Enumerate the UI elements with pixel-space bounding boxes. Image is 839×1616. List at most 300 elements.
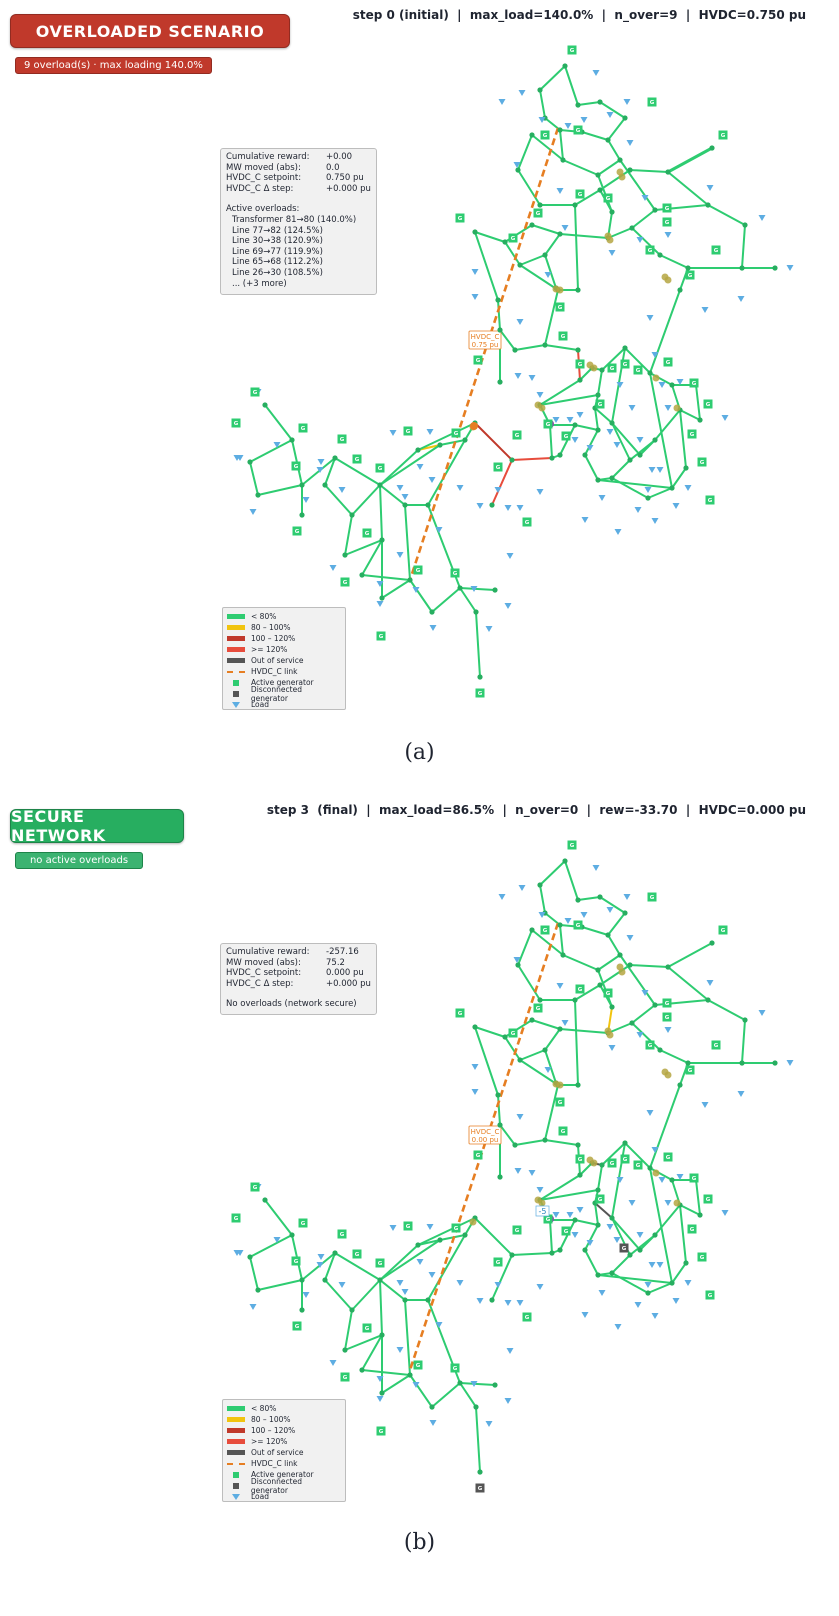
line-segment bbox=[410, 580, 432, 612]
generator-label: G bbox=[477, 691, 483, 698]
line-segment bbox=[512, 458, 552, 460]
generator-icon bbox=[299, 1219, 308, 1228]
generator-icon bbox=[452, 429, 461, 438]
bus-node bbox=[739, 265, 744, 270]
load-icon bbox=[495, 1282, 502, 1288]
bus-node bbox=[473, 1404, 478, 1409]
bus-node bbox=[515, 167, 520, 172]
generator-icon bbox=[377, 632, 386, 641]
generator-icon bbox=[494, 1258, 503, 1267]
generator-icon bbox=[712, 246, 721, 255]
load-icon bbox=[722, 415, 729, 421]
line-segment bbox=[515, 1140, 545, 1145]
generator-label: G bbox=[453, 431, 459, 438]
legend-item: HVDC_C link bbox=[227, 1458, 341, 1469]
line-segment bbox=[475, 232, 498, 300]
line-segment bbox=[362, 575, 410, 580]
bus-node bbox=[709, 940, 714, 945]
generator-icon bbox=[574, 921, 583, 930]
load-icon bbox=[430, 1420, 437, 1426]
load-icon bbox=[652, 518, 659, 524]
load-icon bbox=[609, 250, 616, 256]
generator-label: G bbox=[405, 429, 411, 436]
generator-icon bbox=[414, 1361, 423, 1370]
load-icon bbox=[557, 983, 564, 989]
bus-node bbox=[582, 452, 587, 457]
bus-node bbox=[497, 379, 502, 384]
legend bbox=[222, 607, 346, 710]
generator-label: G bbox=[475, 1153, 481, 1160]
load-icon bbox=[702, 307, 709, 313]
generator-icon bbox=[663, 218, 672, 227]
switching-node bbox=[470, 1219, 477, 1226]
line-segment bbox=[382, 580, 410, 598]
bus-node bbox=[557, 922, 562, 927]
bus-node bbox=[402, 502, 407, 507]
bus-node bbox=[575, 102, 580, 107]
generator-icon bbox=[719, 926, 728, 935]
bus-node bbox=[562, 858, 567, 863]
panel-secure bbox=[0, 795, 839, 1590]
bus-node bbox=[359, 1367, 364, 1372]
load-icon bbox=[673, 503, 680, 509]
bus-node bbox=[537, 202, 542, 207]
generator-label: G bbox=[647, 1043, 653, 1050]
generator-icon bbox=[299, 424, 308, 433]
step-status: step 3 (final) | max_load=86.5% | n_over=0 | rew=-33.70 | HVDC=0.000 pu bbox=[266, 803, 806, 817]
bus-node bbox=[377, 482, 382, 487]
generator-label: G bbox=[510, 236, 516, 243]
load-icon bbox=[515, 1168, 522, 1174]
switching-node bbox=[557, 1082, 564, 1089]
hvdc-label bbox=[469, 1126, 501, 1144]
legend-item: 100 – 120% bbox=[227, 1425, 341, 1436]
bus-node bbox=[509, 457, 514, 462]
load-icon bbox=[505, 603, 512, 609]
line-segment bbox=[585, 1250, 598, 1275]
load-icon bbox=[599, 495, 606, 501]
generator-icon bbox=[544, 420, 553, 429]
generator-label: G bbox=[457, 216, 463, 223]
line-segment bbox=[598, 480, 672, 488]
generator-icon bbox=[698, 1253, 707, 1262]
bus-node bbox=[497, 1174, 502, 1179]
bus-node bbox=[637, 1247, 642, 1252]
bus-node bbox=[332, 455, 337, 460]
bus-node bbox=[542, 252, 547, 257]
generator-label: G bbox=[557, 1100, 563, 1107]
load-icon bbox=[427, 429, 434, 435]
line-segment bbox=[362, 1370, 410, 1375]
bus-node bbox=[542, 342, 547, 347]
load-icon bbox=[505, 1300, 512, 1306]
generator-label: G bbox=[339, 437, 345, 444]
line-segment bbox=[575, 425, 598, 430]
line-segment bbox=[250, 440, 292, 462]
generator-icon bbox=[688, 430, 697, 439]
line-segment bbox=[265, 1200, 292, 1235]
info-panel bbox=[220, 148, 377, 295]
generator-label: G bbox=[605, 991, 611, 998]
line-segment bbox=[405, 1300, 410, 1375]
line-segment bbox=[668, 172, 708, 205]
generator-icon bbox=[534, 209, 543, 218]
load-icon bbox=[397, 1280, 404, 1286]
generator-label: G bbox=[691, 381, 697, 388]
line-segment bbox=[565, 66, 578, 105]
generator-label: G bbox=[510, 1031, 516, 1038]
bus-node bbox=[262, 1197, 267, 1202]
generator-label: G bbox=[405, 1224, 411, 1231]
bus-node bbox=[575, 1082, 580, 1087]
bus-node bbox=[629, 1020, 634, 1025]
generator-icon bbox=[456, 1009, 465, 1018]
line-segment bbox=[475, 1027, 498, 1095]
overload-badge: 9 overload(s) · max loading 140.0% bbox=[15, 57, 212, 74]
legend-item: 100 – 120% bbox=[227, 633, 341, 644]
bus-node bbox=[577, 377, 582, 382]
line-segment bbox=[377, 1245, 418, 1280]
load-icon bbox=[436, 527, 443, 533]
bus-node bbox=[605, 932, 610, 937]
generator-label: G bbox=[563, 434, 569, 441]
bus-node bbox=[512, 1142, 517, 1147]
load-icon bbox=[707, 185, 714, 191]
generator-icon bbox=[568, 841, 577, 850]
load-icon bbox=[507, 553, 514, 559]
generator-icon bbox=[251, 1183, 260, 1192]
panel-overloaded bbox=[0, 0, 839, 795]
line-segment bbox=[382, 1375, 410, 1393]
bus-node bbox=[575, 347, 580, 352]
bus-node bbox=[342, 552, 347, 557]
line-segment bbox=[518, 135, 532, 170]
generator-label: G bbox=[577, 362, 583, 369]
bus-node bbox=[595, 1222, 600, 1227]
generator-icon bbox=[377, 1427, 386, 1436]
generator-label: G bbox=[377, 1261, 383, 1268]
info-row: MW moved (abs): 75.2 bbox=[226, 957, 345, 968]
load-icon bbox=[645, 1282, 652, 1288]
bus-node bbox=[617, 157, 622, 162]
load-icon bbox=[377, 601, 384, 607]
bus-node bbox=[742, 222, 747, 227]
bus-node bbox=[697, 1212, 702, 1217]
generator-label: G bbox=[707, 1293, 713, 1300]
generator-label: G bbox=[664, 1001, 670, 1008]
generator-icon bbox=[576, 985, 585, 994]
generator-label: G bbox=[495, 465, 501, 472]
load-icon bbox=[537, 1187, 544, 1193]
line-segment bbox=[258, 1280, 302, 1290]
line-segment bbox=[352, 1280, 380, 1310]
bus-node bbox=[645, 495, 650, 500]
line-segment bbox=[565, 861, 578, 900]
load-icon bbox=[615, 529, 622, 535]
generator-label: G bbox=[293, 464, 299, 471]
line-segment bbox=[545, 1029, 560, 1050]
line-segment bbox=[345, 515, 352, 555]
generator-label: G bbox=[635, 1163, 641, 1170]
generator-icon bbox=[646, 1041, 655, 1050]
line-segment bbox=[598, 1275, 672, 1283]
generator-icon bbox=[232, 1214, 241, 1223]
bus-node bbox=[557, 1026, 562, 1031]
load-icon bbox=[759, 1010, 766, 1016]
load-icon bbox=[232, 1494, 240, 1500]
load-icon bbox=[562, 225, 569, 231]
load-icon bbox=[629, 1200, 636, 1206]
line-segment bbox=[258, 485, 302, 495]
generator-icon bbox=[523, 1313, 532, 1322]
bus-node bbox=[529, 927, 534, 932]
load-icon bbox=[417, 464, 424, 470]
generator-icon bbox=[690, 379, 699, 388]
generator-icon bbox=[341, 1373, 350, 1382]
bus-node bbox=[645, 1290, 650, 1295]
line-segment bbox=[460, 588, 495, 590]
bus-node bbox=[299, 1277, 304, 1282]
load-icon bbox=[553, 417, 560, 423]
load-icon bbox=[665, 232, 672, 238]
generator-icon bbox=[706, 1291, 715, 1300]
load-icon bbox=[402, 1289, 409, 1295]
generator-icon bbox=[541, 926, 550, 935]
bus-node bbox=[379, 595, 384, 600]
scenario-banner: SECURE NETWORK bbox=[10, 809, 184, 843]
load-icon bbox=[615, 1324, 622, 1330]
load-icon bbox=[787, 1060, 794, 1066]
switching-node bbox=[539, 405, 546, 412]
load-icon bbox=[472, 269, 479, 275]
bus-node bbox=[577, 1172, 582, 1177]
bus-node bbox=[605, 137, 610, 142]
bus-node bbox=[349, 512, 354, 517]
generator-icon bbox=[562, 1227, 571, 1236]
load-icon bbox=[567, 417, 574, 423]
load-icon bbox=[629, 405, 636, 411]
line-segment bbox=[475, 1027, 505, 1037]
generator-icon bbox=[576, 190, 585, 199]
load-icon bbox=[673, 1298, 680, 1304]
bus-node bbox=[247, 459, 252, 464]
line-segment bbox=[540, 90, 545, 118]
legend-item: Disconnected generator bbox=[227, 1480, 341, 1491]
line-segment bbox=[432, 1383, 460, 1407]
bus-node bbox=[637, 452, 642, 457]
legend-item: Out of service bbox=[227, 1447, 341, 1458]
generator-icon bbox=[664, 1153, 673, 1162]
grid-network-diagram bbox=[0, 0, 839, 740]
line-segment bbox=[545, 345, 578, 350]
line-segment bbox=[550, 1220, 552, 1253]
load-icon bbox=[652, 1313, 659, 1319]
switching-node bbox=[591, 1160, 598, 1167]
generator-icon bbox=[604, 194, 613, 203]
generator-label: G bbox=[557, 305, 563, 312]
generator-icon bbox=[474, 356, 483, 365]
line-segment bbox=[563, 955, 598, 970]
bus-node bbox=[529, 1017, 534, 1022]
generator-label: G bbox=[699, 1255, 705, 1262]
load-icon bbox=[685, 485, 692, 491]
load-icon bbox=[624, 894, 631, 900]
bus-node bbox=[542, 1047, 547, 1052]
line-segment bbox=[380, 485, 382, 540]
generator-label: G bbox=[252, 1185, 258, 1192]
generator-label: G bbox=[294, 529, 300, 536]
line-segment bbox=[476, 1407, 480, 1472]
line-segment bbox=[460, 1383, 476, 1407]
line-segment bbox=[440, 440, 465, 445]
generator-icon bbox=[476, 689, 485, 698]
bus-node bbox=[537, 997, 542, 1002]
load-icon bbox=[499, 99, 506, 105]
info-row: Cumulative reward: +0.00 bbox=[226, 152, 353, 162]
bus-node bbox=[665, 964, 670, 969]
bus-node bbox=[597, 982, 602, 987]
generator-label: G bbox=[577, 1157, 583, 1164]
generator-icon bbox=[556, 1098, 565, 1107]
generator-icon bbox=[292, 462, 301, 471]
line-segment bbox=[708, 205, 745, 225]
load-icon bbox=[607, 907, 614, 913]
line-segment bbox=[377, 450, 418, 485]
bus-node bbox=[582, 1247, 587, 1252]
generator-label: G bbox=[689, 1227, 695, 1234]
load-icon bbox=[397, 485, 404, 491]
generator-icon bbox=[596, 400, 605, 409]
disconnected-generator-icon bbox=[233, 691, 239, 697]
load-icon bbox=[537, 489, 544, 495]
overload-item: Line 30→38 (120.9%) bbox=[232, 236, 323, 247]
line-segment bbox=[345, 1310, 352, 1350]
generator-icon bbox=[556, 303, 565, 312]
generator-icon bbox=[353, 455, 362, 464]
load-icon bbox=[545, 1067, 552, 1073]
bus-node bbox=[379, 537, 384, 542]
bus-node bbox=[609, 475, 614, 480]
bus-node bbox=[597, 187, 602, 192]
line-segment bbox=[582, 927, 608, 935]
generator-icon bbox=[663, 1013, 672, 1022]
bus-node bbox=[472, 229, 477, 234]
load-icon bbox=[647, 315, 654, 321]
load-icon bbox=[565, 123, 572, 129]
load-icon bbox=[499, 894, 506, 900]
load-icon bbox=[529, 1170, 536, 1176]
bus-node bbox=[495, 1092, 500, 1097]
load-icon bbox=[581, 117, 588, 123]
generator-label: G bbox=[233, 1216, 239, 1223]
bus-node bbox=[572, 997, 577, 1002]
line-segment bbox=[608, 1023, 632, 1033]
generator-label: G bbox=[713, 1043, 719, 1050]
bus-node bbox=[377, 1277, 382, 1282]
bus-node bbox=[685, 1060, 690, 1065]
load-icon bbox=[545, 272, 552, 278]
legend-item: HVDC_C link bbox=[227, 666, 341, 677]
bus-node bbox=[622, 910, 627, 915]
line-segment bbox=[660, 1050, 688, 1063]
info-row: HVDC_C Δ step: +0.000 pu bbox=[226, 183, 371, 194]
generator-icon bbox=[634, 366, 643, 375]
load-icon bbox=[339, 487, 346, 493]
bus-node bbox=[647, 370, 652, 375]
generator-label: G bbox=[665, 360, 671, 367]
load-icon bbox=[303, 1292, 310, 1298]
generator-label: G bbox=[665, 1155, 671, 1162]
line-segment bbox=[630, 170, 668, 172]
load-icon bbox=[477, 503, 484, 509]
line-segment bbox=[672, 1263, 686, 1283]
load-icon bbox=[250, 1304, 257, 1310]
load-icon bbox=[567, 1212, 574, 1218]
line-segment bbox=[545, 234, 560, 255]
generator-label: G bbox=[542, 133, 548, 140]
line-segment bbox=[560, 130, 563, 160]
load-icon bbox=[609, 1045, 616, 1051]
generator-label: G bbox=[378, 1429, 384, 1436]
load-icon bbox=[665, 1027, 672, 1033]
generator-label: G bbox=[720, 928, 726, 935]
line-segment bbox=[345, 1335, 382, 1350]
line-segment bbox=[648, 1283, 672, 1293]
generator-label: G bbox=[664, 220, 670, 227]
generator-icon bbox=[414, 566, 423, 575]
line-segment bbox=[532, 225, 560, 234]
load-icon bbox=[614, 1237, 621, 1243]
bus-node bbox=[537, 87, 542, 92]
generator-label: G bbox=[354, 1252, 360, 1259]
legend-item: Load bbox=[227, 699, 341, 710]
overload-item: ... (+3 more) bbox=[232, 278, 287, 289]
line-segment bbox=[476, 612, 480, 677]
bus-node bbox=[349, 1307, 354, 1312]
line-segment bbox=[352, 485, 380, 515]
load-icon bbox=[529, 375, 536, 381]
bus-node bbox=[495, 297, 500, 302]
generator-icon bbox=[664, 358, 673, 367]
generator-label: G bbox=[300, 426, 306, 433]
generator-label: G bbox=[475, 358, 481, 365]
bus-node bbox=[542, 1137, 547, 1142]
generator-label: G bbox=[535, 211, 541, 218]
generator-label: G bbox=[542, 928, 548, 935]
bus-node bbox=[622, 345, 627, 350]
load-icon bbox=[417, 1259, 424, 1265]
load-icon bbox=[787, 265, 794, 271]
line-segment bbox=[672, 468, 686, 488]
load-icon bbox=[647, 1110, 654, 1116]
load-icon bbox=[232, 702, 240, 708]
generator-label: G bbox=[687, 273, 693, 280]
generator-icon bbox=[233, 1472, 239, 1478]
generator-label: G bbox=[342, 580, 348, 587]
generator-icon bbox=[712, 1041, 721, 1050]
generator-icon bbox=[663, 204, 672, 213]
bus-node bbox=[669, 382, 674, 387]
generator-label: G bbox=[707, 498, 713, 505]
line-segment bbox=[325, 485, 352, 515]
line-segment bbox=[600, 897, 625, 913]
bus-node bbox=[595, 1272, 600, 1277]
info-row: HVDC_C setpoint: 0.000 pu bbox=[226, 968, 364, 979]
generator-label: G bbox=[609, 1161, 615, 1168]
generator-icon bbox=[704, 1195, 713, 1204]
line-segment bbox=[515, 345, 545, 350]
load-icon bbox=[472, 1089, 479, 1095]
